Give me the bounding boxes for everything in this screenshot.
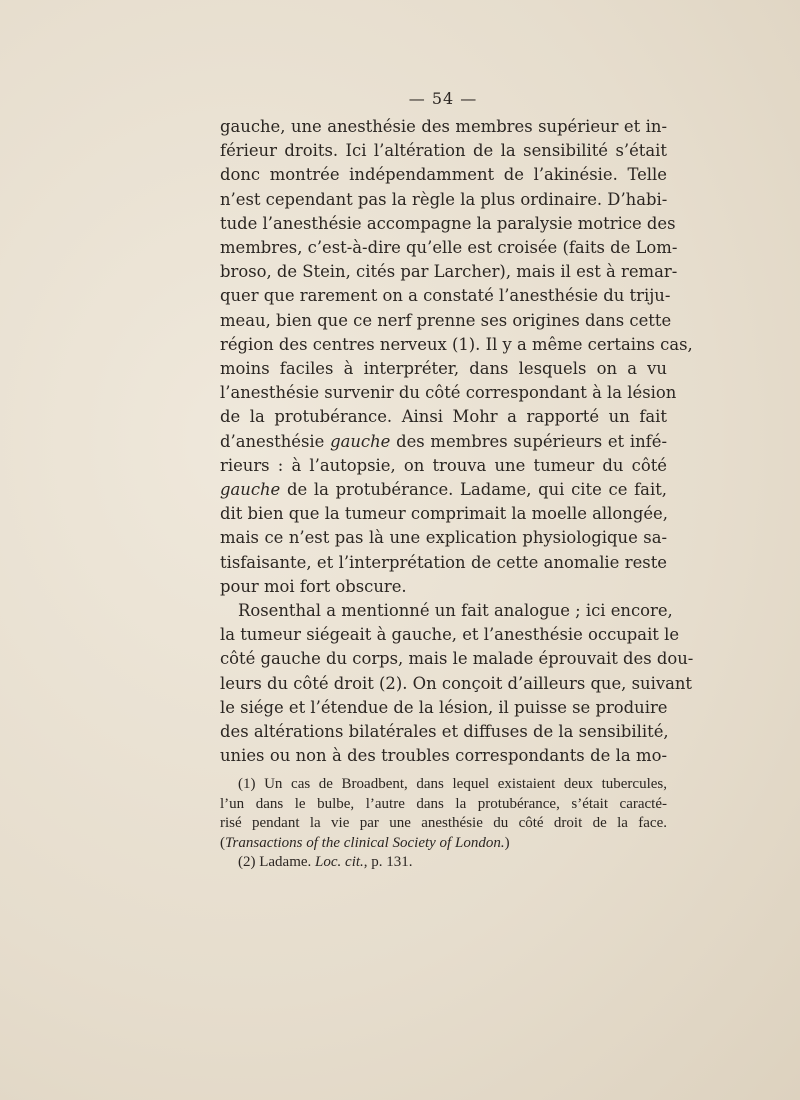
text-segment: ( bbox=[220, 834, 225, 851]
footnotes bbox=[220, 775, 667, 873]
text-line: n’est cependant pas la règle la plus ordinaire. D’habi- bbox=[220, 189, 668, 209]
footnote-line: (1) Un cas de Broadbent, dans lequel existaient deux tubercules, bbox=[238, 776, 667, 792]
text-line: de la protubérance. Ainsi Mohr a rapporté un fait bbox=[220, 407, 667, 427]
text-line bbox=[220, 430, 667, 454]
footnote-line bbox=[220, 853, 667, 873]
text-line: meau, bien que ce nerf prenne ses origines dans cette bbox=[220, 310, 672, 330]
italic-citation: Loc. cit. bbox=[315, 854, 364, 870]
text-segment: (2) Ladame. bbox=[238, 854, 316, 870]
page-number: — 54 — bbox=[408, 89, 478, 108]
italic-word: gauche bbox=[220, 480, 281, 500]
text-line: broso, de Stein, cités par Larcher), mais il est à remar- bbox=[220, 262, 678, 282]
footnote-line bbox=[220, 834, 667, 854]
text-line: des altérations bilatérales et diffuses de la sensibilité, bbox=[220, 722, 669, 742]
footnote-line: l’un dans le bulbe, l’autre dans la protubérance, s’était caracté- bbox=[220, 795, 667, 812]
text-line: tude l’anesthésie accompagne la paralysie motrice des bbox=[220, 213, 676, 233]
italic-word: gauche bbox=[330, 431, 391, 451]
text-line: côté gauche du corps, mais le malade éprouvait des dou- bbox=[220, 649, 694, 669]
text-segment: de la protubérance. Ladame, qui cite ce fait, bbox=[280, 480, 667, 500]
text-line: unies ou non à des troubles correspondants de la mo- bbox=[220, 746, 667, 766]
text-segment: des membres supérieurs et infé- bbox=[390, 431, 667, 451]
text-line: dit bien que la tumeur comprimait la moelle allongée, bbox=[220, 504, 668, 524]
text-line: rieurs : à l’autopsie, on trouva une tumeur du côté bbox=[220, 455, 667, 475]
text-line: l’anesthésie survenir du côté correspondant à la lésion bbox=[220, 383, 677, 403]
italic-citation: Transactions of the clinical Society of London. bbox=[225, 834, 505, 851]
text-line: gauche, une anesthésie des membres supérieur et in- bbox=[220, 117, 667, 136]
text-line: membres, c’est-à-dire qu’elle est croisée (faits de Lom- bbox=[220, 238, 678, 258]
text-line: pour moi fort obscure. bbox=[220, 576, 407, 596]
text-line: donc montrée indépendamment de l’akinésie. Telle bbox=[220, 165, 667, 185]
footnote-line: risé pendant la vie par une anesthésie du côté droit de la face. bbox=[220, 815, 667, 831]
text-segment: , p. 131. bbox=[363, 854, 413, 870]
text-line: leurs du côté droit (2). On conçoit d’ailleurs que, suivant bbox=[220, 673, 692, 693]
text-segment: ) bbox=[504, 834, 510, 851]
text-line: tisfaisante, et l’interprétation de cette anomalie reste bbox=[220, 552, 667, 572]
text-line bbox=[220, 478, 667, 502]
text-line: le siége et l’étendue de la lésion, il puisse se produire bbox=[220, 697, 668, 717]
text-line: mais ce n’est pas là une explication physiologique sa- bbox=[220, 528, 667, 548]
body-text bbox=[220, 115, 694, 768]
text-line: la tumeur siégeait à gauche, et l’anesthésie occupait le bbox=[220, 625, 680, 645]
text-line: Rosenthal a mentionné un fait analogue ; ici encore, bbox=[238, 601, 673, 621]
text-line: férieur droits. Ici l’altération de la sensibilité s’était bbox=[220, 141, 667, 161]
text-line: moins faciles à interpréter, dans lesquels on a vu bbox=[220, 359, 667, 379]
text-line: région des centres nerveux (1). Il y a même certains cas, bbox=[220, 334, 693, 354]
text-line: quer que rarement on a constaté l’anesthésie du triju- bbox=[220, 286, 671, 306]
text-segment: d’anesthésie bbox=[220, 431, 331, 451]
